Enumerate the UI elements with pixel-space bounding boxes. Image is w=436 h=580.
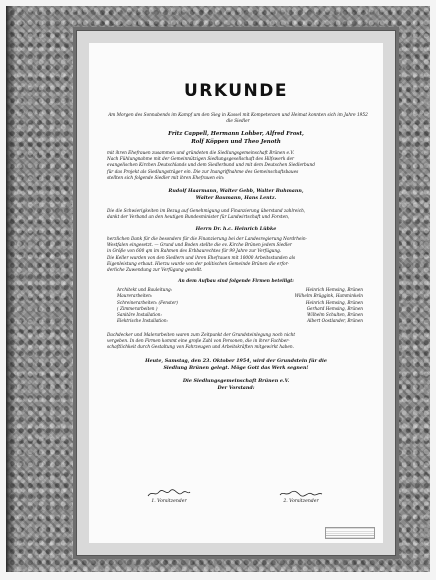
settlers-names: Rudolf Haarmann, Walter Gebb, Walter Buhmann, Walter Baumann, Hans Lentz. [168, 187, 304, 201]
firm-name: Albert Oostlander, Brünen [307, 318, 363, 324]
firm-name: Heinrich Hemsing, Brünen [305, 299, 363, 305]
signature-second-chair [261, 489, 341, 504]
firm-trade: Elektrische Installation: [117, 318, 168, 324]
construction-paragraph: herzlichen Dank für die besonders für die Finanzierung bei der Landesregierung Nordrhein- Westfalen eingesetzt. — Grund und Boden stellte die ev. Kirche Brünen jedem Siedler in Größe von 600 qm im Rahmen des Erbbaurechtes für 99 Jahre zur Verfügung. Die Keller wurden von den Siedlern und ihren Ehefrauen mit 10000 Arbeitsstunden als Eigenleistung erbaut. Hierzu wurde von der politischen Gemeinde Brünen die erfor- derliche Zuwendung zur Verfügung gestellt. [107, 237, 308, 273]
firm-name: Wilhelm Schulten, Brünen [307, 312, 363, 318]
firm-name: Heinrich Hemsing, Brünen [305, 287, 363, 292]
financing-paragraph: Die die Schwierigkeiten im Bezug auf Genehmigung und Finanzierung überstand zahlreich, dankt der Verband an den heutigen Bundesminister für Landwirtschaft und Forsten, [107, 209, 306, 221]
firm-row [117, 318, 363, 324]
brocade-background [6, 6, 430, 572]
firm-trade: Maurerarbeiten: [117, 293, 153, 299]
second-chair-label: 2. Vorsitzender [283, 499, 319, 504]
signature-first-chair [129, 489, 209, 504]
handwritten-signature-icon [146, 489, 192, 498]
founding-paragraph: mit ihren Ehefrauen zusammen und gründeten die Siedlungsgemeinschaft Brünen e.V. Nach Fühlungnahme mit der Gemeinnützigen Siedlungsgesellschaft des Hilfswerk der evangelischen Kirchen Deutschlands und dem Siedlerbund und mit dem Deutschen Siedlerbund für das Projekt als Siedlungsträger ein. Die zur Inangriffnahme des Gemeinschaftsbaues stellten sich folgende Siedler mit ihren Ehefrauen ein: [107, 151, 315, 181]
firm-trade: Architekt und Bauleitung: [117, 287, 173, 292]
firm-name: Gerhard Hemsing, Brünen [306, 305, 363, 311]
firm-trade: Sanitäre Installation: [117, 312, 162, 318]
firms-intro: An dem Aufbau sind folgende Firmen beteiligt: [178, 279, 294, 285]
board-signoff: Die Siedlungsgemeinschaft Brünen e.V. Der Vorstand: [182, 377, 290, 391]
firm-trade: ( Zimmerarbeiten ) [117, 305, 158, 311]
certificate-title: URKUNDE [183, 81, 289, 101]
intro-text: Am Morgen des Sonnabends im Kampf um den Sieg in Kassel mit Kompetenzen und Heimat konnten sich im Jahre 1952 die Siedler [108, 113, 368, 125]
firms-list [117, 287, 363, 325]
printer-stamp [325, 527, 375, 539]
firm-trade: Schreinerarbeiten: (Fenster) [117, 299, 178, 305]
certificate-sheet [89, 43, 383, 543]
left-shadow-edge [6, 6, 14, 572]
handwritten-signature-icon [278, 489, 324, 498]
closing-notes-paragraph: Dachdecker und Malerarbeiten waren zum Zeitpunkt der Grundsteinlegung noch nicht vergeben. In den Firmen kommt eine große Zahl von Personen, die in ihrer Fachber- schaftlichkeit durch Gestaltung von Fahrzeugen und Arbeitskräften mitgewirkt haben. [107, 333, 296, 351]
firm-name: Wilhelm Brüggink, Hamminkeln [294, 293, 363, 299]
foundation-stone-statement: Heute, Samstag, den 23. Oktober 1954, wird der Grundstein für die Siedlung Brünen gelegt. Möge Gott das Werk segnen! [145, 357, 327, 371]
certificate-frame [76, 30, 396, 556]
founders-names: Fritz Cappell, Hermann Lohber, Alfred Frost, Rolf Köppen und Theo Jenoth [168, 131, 304, 146]
first-chair-label: 1. Vorsitzender [151, 499, 187, 504]
honoree-name: Herrn Dr. h.c. Heinrich Lübke [195, 225, 277, 232]
